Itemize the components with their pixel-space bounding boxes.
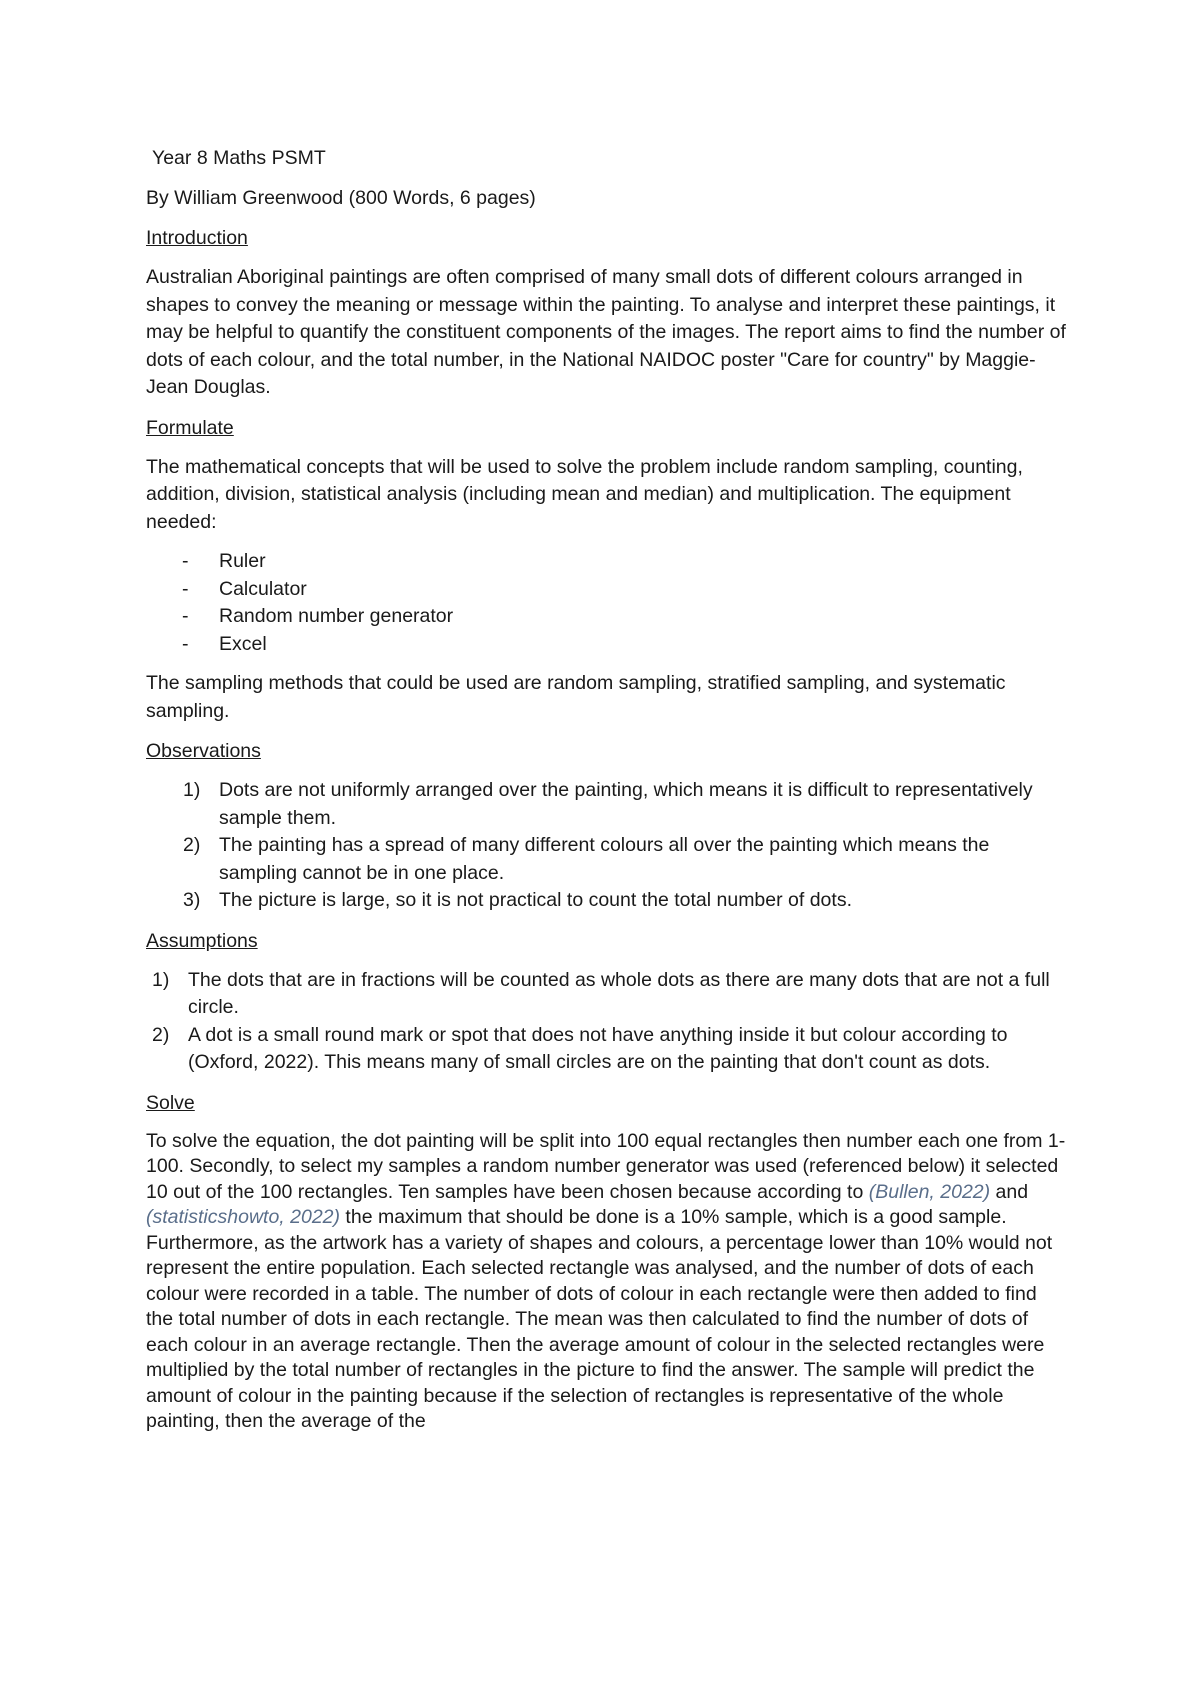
- assumption-text: A dot is a small round mark or spot that does not have anything inside it but colour according to (Oxford, 2022). This means many of small circles are on the painting that don't count as dots.: [188, 1023, 1008, 1073]
- list-number: 3): [183, 889, 201, 911]
- observation-text: The picture is large, so it is not practical to count the total number of dots.: [219, 889, 852, 911]
- list-item: [146, 631, 1066, 659]
- citation-statisticshowto: (statisticshowto, 2022): [146, 1206, 341, 1228]
- list-item: [146, 832, 1066, 887]
- list-item: [146, 777, 1066, 832]
- formulate-heading: Formulate: [146, 416, 234, 439]
- document-byline: By William Greenwood (800 Words, 6 pages): [146, 187, 536, 209]
- document-title: Year 8 Maths PSMT: [152, 147, 326, 169]
- list-number: 1): [152, 968, 170, 991]
- assumption-text: The dots that are in fractions will be counted as whole dots as there are many dots that are not a full circle.: [188, 968, 1050, 1018]
- document-page: [146, 144, 1066, 1435]
- list-number: 1): [183, 779, 201, 801]
- equipment-item-label: Random number generator: [219, 605, 454, 627]
- list-item: [146, 967, 1066, 1022]
- citation-bullen: (Bullen, 2022): [868, 1180, 991, 1203]
- dash-bullet: -: [182, 605, 189, 627]
- assumptions-list: [146, 967, 1066, 1077]
- dash-bullet: -: [182, 550, 189, 572]
- list-item: [146, 576, 1066, 604]
- list-item: [146, 1022, 1066, 1077]
- dash-bullet: -: [182, 577, 189, 600]
- list-number: 2): [152, 1023, 170, 1046]
- observations-heading: Observations: [146, 740, 261, 762]
- list-item: [146, 603, 1066, 631]
- equipment-item-label: Excel: [219, 632, 267, 655]
- sampling-methods-paragraph: The sampling methods that could be used are random sampling, stratified sampling, and systematic sampling.: [146, 672, 1006, 722]
- equipment-item-label: Ruler: [219, 550, 266, 572]
- solve-paragraph: [146, 1129, 1066, 1435]
- solve-text: To solve the equation, the dot painting will be split into 100 equal rectangles then number each one from 1-100. Secondly, to select my samples a random number generator was used (referenced below) it selected 10 out of the 100 rectangles. Ten samples have been chosen because according to: [146, 1129, 1066, 1203]
- solve-text: and: [990, 1180, 1029, 1203]
- observation-text: The painting has a spread of many different colours all over the painting which means the sampling cannot be in one place.: [219, 834, 990, 884]
- equipment-item-label: Calculator: [219, 577, 307, 600]
- observation-text: Dots are not uniformly arranged over the painting, which means it is difficult to representatively sample them.: [219, 779, 1033, 829]
- list-number: 2): [183, 834, 201, 856]
- formulate-paragraph: The mathematical concepts that will be used to solve the problem include random sampling, counting, addition, division, statistical analysis (including mean and median) and multiplication. The equipment needed:: [146, 455, 1023, 533]
- solve-heading: Solve: [146, 1091, 195, 1114]
- dash-bullet: -: [182, 632, 189, 655]
- list-item: [146, 887, 1066, 915]
- observations-list: [146, 777, 1066, 915]
- equipment-list: [146, 548, 1066, 658]
- introduction-heading: Introduction: [146, 227, 248, 249]
- assumptions-heading: Assumptions: [146, 929, 258, 952]
- list-item: [146, 548, 1066, 576]
- introduction-paragraph: Australian Aboriginal paintings are often comprised of many small dots of different colours arranged in shapes to convey the meaning or message within the painting. To analyse and interpret these paintings, it may be helpful to quantify the constituent components of the images. The report aims to find the number of dots of each colour, and the total number, in the National NAIDOC poster "Care for country" by Maggie-Jean Douglas.: [146, 266, 1066, 398]
- solve-text: the maximum that should be done is a 10% sample, which is a good sample. Furthermore, as the artwork has a variety of shapes and colours, a percentage lower than 10% would not represent the entire population. Each selected rectangle was analysed, and the number of dots of each colour were recorded in a table. The number of dots of colour in each rectangle were then added to find the total number of dots in each rectangle. The mean was then calculated to find the number of dots of each colour in an average rectangle. Then the average amount of colour in the selected rectangles were multiplied by the total number of rectangles in the picture to find the answer. The sample will predict the amount of colour in the painting because if the selection of rectangles is representative of the whole painting, then the average of the: [146, 1206, 1053, 1432]
